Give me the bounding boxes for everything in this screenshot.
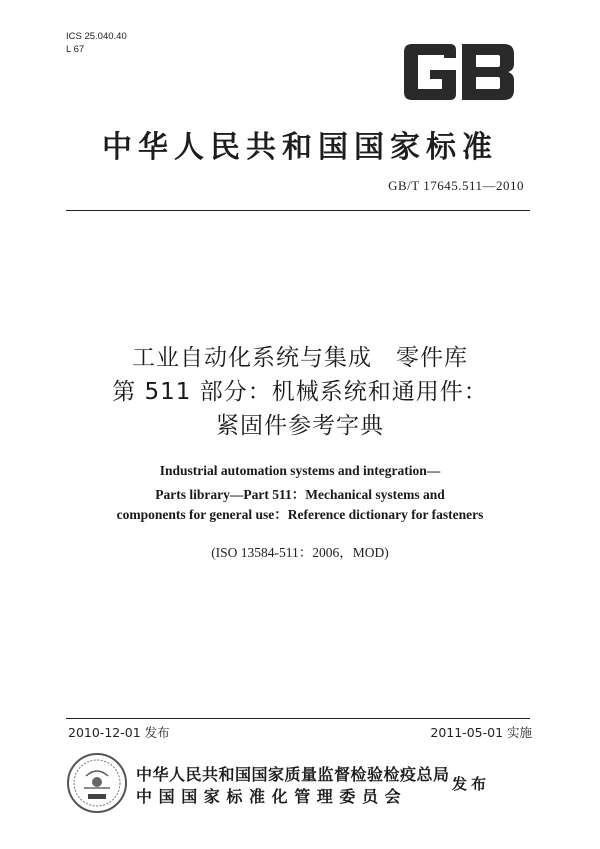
iso-reference: (ISO 13584-511：2006，MOD) [211,545,389,560]
chinese-title-line-2: 第 511 部分：机械系统和通用件： [112,379,488,405]
issuer-aqsiq: 中华人民共和国国家质量监督检验检疫总局 [136,765,450,784]
english-title-line-1: Industrial automation systems and integration— [159,463,441,478]
publish-label: 发布 [452,775,491,793]
classification-codes [66,30,127,56]
issue-date: 2010-12-01 发布 [68,725,170,740]
ccs-code: L 67 [66,44,85,55]
english-title-line-3: components for general use：Reference dictionary for fasteners [116,507,484,522]
english-title-line-2: Parts library—Part 511：Mechanical systems and [155,487,445,502]
bottom-divider [66,718,530,719]
implementation-date: 2011-05-01 实施 [430,725,532,740]
standard-number: GB/T 17645.511—2010 [388,178,524,193]
gb-logo [400,42,518,102]
national-standard-title: 中华人民共和国国家标准 [102,130,498,165]
ics-code: ICS 25.040.40 [66,31,127,42]
official-seal-icon [66,752,128,814]
issuer-sac: 中国国家标准化管理委员会 [136,787,408,806]
chinese-title-line-1: 工业自动化系统与集成 零件库 [132,345,468,371]
chinese-title-line-3: 紧固件参考字典 [216,413,384,439]
top-divider [66,210,530,211]
